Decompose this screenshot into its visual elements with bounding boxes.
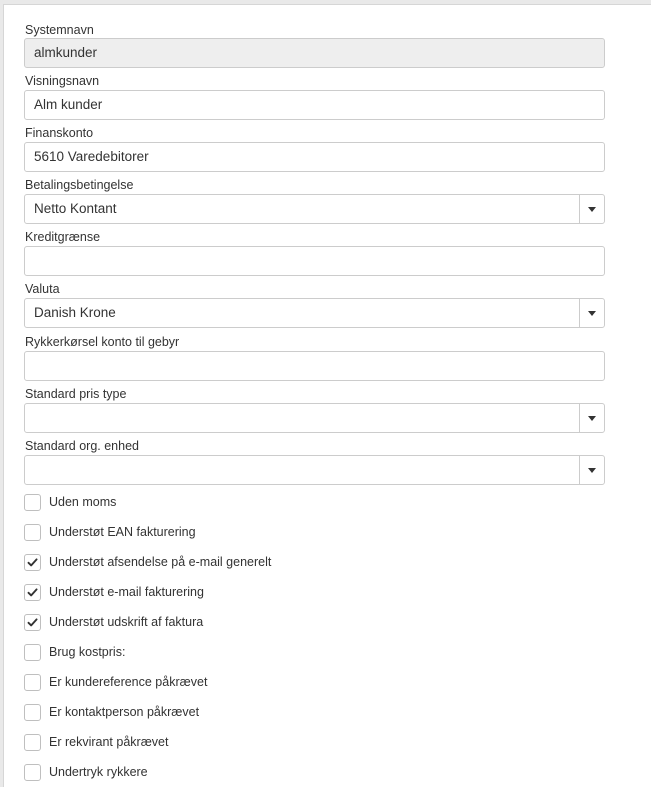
standard-pris-type-label: Standard pris type <box>25 387 127 401</box>
betalingsbetingelse-value: Netto Kontant <box>34 201 117 216</box>
brug-kostpris-checkbox[interactable] <box>24 644 41 661</box>
kreditgraense-input[interactable] <box>24 246 605 276</box>
systemnavn-field <box>24 38 605 68</box>
checkmark-icon <box>27 587 38 598</box>
chevron-down-icon <box>588 468 596 473</box>
kontaktperson-checkbox[interactable] <box>24 704 41 721</box>
undertryk-rykkere-checkbox[interactable] <box>24 764 41 781</box>
valuta-label: Valuta <box>25 282 60 296</box>
rekvirant-checkbox[interactable] <box>24 734 41 751</box>
email-fakturering-label[interactable]: Understøt e-mail fakturering <box>49 585 204 599</box>
undertryk-rykkere-label[interactable]: Undertryk rykkere <box>49 765 148 779</box>
standard-pris-type-select[interactable] <box>24 403 605 433</box>
email-fakturering-checkbox[interactable] <box>24 584 41 601</box>
systemnavn-value: almkunder <box>34 45 98 60</box>
chevron-down-icon <box>588 207 596 212</box>
udskrift-faktura-checkbox[interactable] <box>24 614 41 631</box>
finanskonto-value: 5610 Varedebitorer <box>34 149 149 164</box>
standard-pris-type-dropdown-toggle[interactable] <box>579 404 604 432</box>
valuta-dropdown-toggle[interactable] <box>579 299 604 327</box>
chevron-down-icon <box>588 311 596 316</box>
systemnavn-label: Systemnavn <box>25 23 94 37</box>
rekvirant-label[interactable]: Er rekvirant påkrævet <box>49 735 169 749</box>
finanskonto-input[interactable] <box>24 142 605 172</box>
ean-fakturering-label[interactable]: Understøt EAN fakturering <box>49 525 196 539</box>
betalingsbetingelse-select[interactable] <box>24 194 605 224</box>
kundereference-checkbox[interactable] <box>24 674 41 691</box>
kreditgraense-label: Kreditgrænse <box>25 230 101 244</box>
visningsnavn-value: Alm kunder <box>34 97 103 112</box>
uden-moms-checkbox[interactable] <box>24 494 41 511</box>
brug-kostpris-label[interactable]: Brug kostpris: <box>49 645 126 659</box>
checkmark-icon <box>27 557 38 568</box>
betalingsbetingelse-dropdown-toggle[interactable] <box>579 195 604 223</box>
kontaktperson-label[interactable]: Er kontaktperson påkrævet <box>49 705 200 719</box>
chevron-down-icon <box>588 416 596 421</box>
uden-moms-label[interactable]: Uden moms <box>49 495 117 509</box>
rykkerkoersel-input[interactable] <box>24 351 605 381</box>
standard-org-enhed-label: Standard org. enhed <box>25 439 139 453</box>
standard-org-enhed-select[interactable] <box>24 455 605 485</box>
email-generelt-checkbox[interactable] <box>24 554 41 571</box>
checkmark-icon <box>27 617 38 628</box>
betalingsbetingelse-label: Betalingsbetingelse <box>25 178 134 192</box>
valuta-select[interactable] <box>24 298 605 328</box>
visningsnavn-label: Visningsnavn <box>25 74 100 88</box>
visningsnavn-input[interactable] <box>24 90 605 120</box>
finanskonto-label: Finanskonto <box>25 126 94 140</box>
standard-org-enhed-dropdown-toggle[interactable] <box>579 456 604 484</box>
kundereference-label[interactable]: Er kundereference påkrævet <box>49 675 208 689</box>
rykkerkoersel-label: Rykkerkørsel konto til gebyr <box>25 335 180 349</box>
email-generelt-label[interactable]: Understøt afsendelse på e-mail generelt <box>49 555 272 569</box>
valuta-value: Danish Krone <box>34 305 116 320</box>
ean-fakturering-checkbox[interactable] <box>24 524 41 541</box>
udskrift-faktura-label[interactable]: Understøt udskrift af faktura <box>49 615 204 629</box>
customer-group-form <box>3 4 651 787</box>
